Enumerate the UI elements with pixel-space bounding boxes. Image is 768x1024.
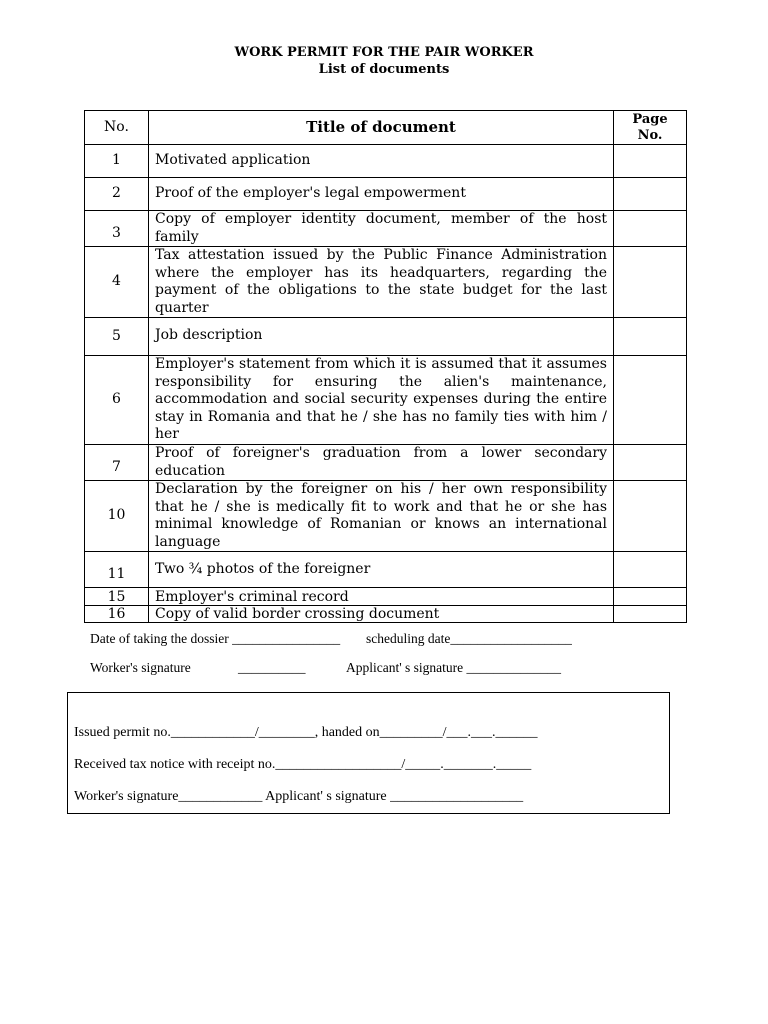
table-header-row <box>85 111 687 145</box>
row-page <box>614 211 687 247</box>
applicant-signature-field: Applicant' s signature ______________ <box>346 660 562 675</box>
permit-issuance-box <box>67 692 670 814</box>
row-title: Two ¾ photos of the foreigner <box>149 552 614 588</box>
header-title: Title of document <box>149 111 614 145</box>
worker-signature-label: Worker's signature <box>90 660 191 675</box>
row-number: 1 <box>85 145 149 178</box>
table-row <box>85 552 687 588</box>
table-row <box>85 211 687 247</box>
scheduling-date-field: scheduling date__________________ <box>366 631 572 646</box>
row-title: Copy of employer identity document, member of the host family <box>149 211 614 247</box>
row-page <box>614 247 687 318</box>
row-page <box>614 145 687 178</box>
row-number: 4 <box>85 247 149 318</box>
table-row <box>85 247 687 318</box>
row-title: Employer's criminal record <box>149 588 614 606</box>
row-title: Proof of the employer's legal empowerment <box>149 178 614 211</box>
row-page <box>614 481 687 552</box>
row-page <box>614 178 687 211</box>
header-no: No. <box>85 111 149 145</box>
table-row <box>85 445 687 481</box>
table-row <box>85 318 687 356</box>
documents-table <box>84 110 687 623</box>
issued-permit-field: Issued permit no.____________/________, handed on_________/___.___.______ <box>74 725 538 740</box>
tax-notice-field: Received tax notice with receipt no.__________________/_____._______._____ <box>74 757 532 772</box>
table-row <box>85 145 687 178</box>
box-signatures-field: Worker's signature____________ Applicant' s signature ___________________ <box>74 789 524 804</box>
table-row <box>85 356 687 445</box>
document-heading: WORK PERMIT FOR THE PAIR WORKER <box>234 45 534 60</box>
row-number: 7 <box>85 445 149 481</box>
row-number: 2 <box>85 178 149 211</box>
row-title: Employer's statement from which it is assumed that it assumes responsibility for ensuring the alien's maintenance, accommodation and social security expenses during the entire stay in Romania and that he / she has no family ties with him / her <box>149 356 614 445</box>
row-title: Declaration by the foreigner on his / her own responsibility that he / she is medically fit to work and that he or she has minimal knowledge of Romanian or knows an international language <box>149 481 614 552</box>
header-page-no: Page No. <box>614 111 687 145</box>
row-title: Tax attestation issued by the Public Finance Administration where the employer has its headquarters, regarding the payment of the obligations to the state budget for the last quarter <box>149 247 614 318</box>
row-page <box>614 552 687 588</box>
row-number: 16 <box>85 606 149 623</box>
row-number: 11 <box>85 552 149 588</box>
row-title: Proof of foreigner's graduation from a lower secondary education <box>149 445 614 481</box>
table-row <box>85 588 687 606</box>
row-number: 10 <box>85 481 149 552</box>
worker-signature-line: __________ <box>238 660 306 675</box>
row-page <box>614 588 687 606</box>
row-title: Copy of valid border crossing document <box>149 606 614 623</box>
table-row <box>85 481 687 552</box>
row-page <box>614 445 687 481</box>
date-taking-dossier-field: Date of taking the dossier ________________ <box>90 631 341 646</box>
row-page <box>614 606 687 623</box>
row-number: 5 <box>85 318 149 356</box>
document-subheading: List of documents <box>318 62 450 77</box>
table-row <box>85 606 687 623</box>
table-row <box>85 178 687 211</box>
row-number: 6 <box>85 356 149 445</box>
document-title <box>0 44 768 78</box>
row-title: Motivated application <box>149 145 614 178</box>
row-title: Job description <box>149 318 614 356</box>
row-page <box>614 318 687 356</box>
row-number: 15 <box>85 588 149 606</box>
row-page <box>614 356 687 445</box>
row-number: 3 <box>85 211 149 247</box>
